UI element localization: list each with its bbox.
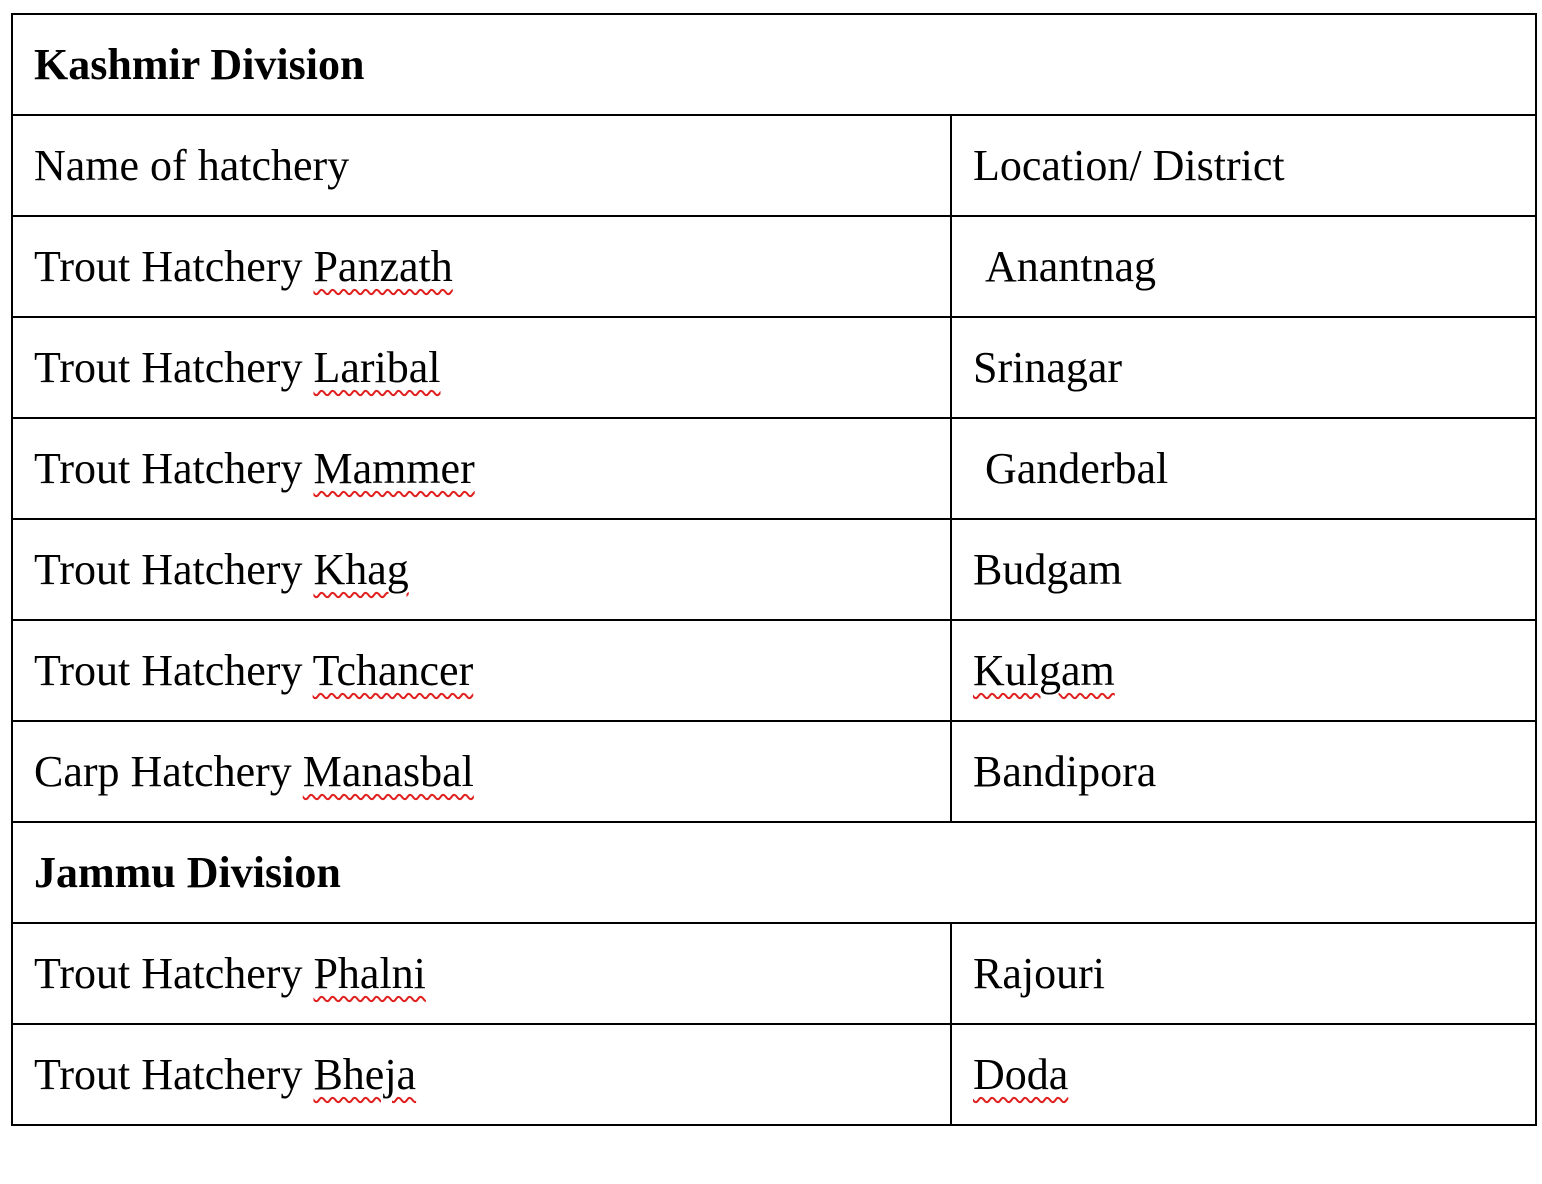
location-cell <box>951 317 1536 418</box>
hatchery-name-cell <box>12 317 951 418</box>
hatchery-place-name: Phalni <box>313 948 426 998</box>
table-row <box>12 620 1536 721</box>
header-name: Name of hatchery <box>12 115 951 216</box>
hatchery-place-name: Bheja <box>313 1049 417 1099</box>
hatchery-name-prefix: Trout Hatchery <box>34 948 314 998</box>
hatchery-place-name: Manasbal <box>302 746 474 796</box>
hatchery-name-cell <box>12 1024 951 1125</box>
hatchery-name-cell <box>12 216 951 317</box>
location-cell <box>951 418 1536 519</box>
hatchery-name-prefix: Trout Hatchery <box>34 443 314 493</box>
hatchery-place-name: Panzath <box>313 241 453 291</box>
hatchery-name-prefix: Carp Hatchery <box>34 746 303 796</box>
hatchery-name-prefix: Trout Hatchery <box>34 342 314 392</box>
hatchery-name-cell <box>12 418 951 519</box>
location-text: Anantnag <box>985 241 1157 291</box>
header-row <box>12 115 1536 216</box>
division-row-kashmir <box>12 14 1536 115</box>
table-row <box>12 519 1536 620</box>
table-row <box>12 216 1536 317</box>
hatchery-table <box>11 13 1537 1126</box>
hatchery-place-name: Tchancer <box>312 645 474 695</box>
hatchery-name-prefix: Trout Hatchery <box>34 645 313 695</box>
hatchery-place-name: Laribal <box>313 342 441 392</box>
location-text: Budgam <box>973 544 1123 594</box>
location-text: Srinagar <box>973 342 1123 392</box>
hatchery-name-cell <box>12 721 951 822</box>
table-row <box>12 317 1536 418</box>
hatchery-name-cell <box>12 519 951 620</box>
table-row <box>12 1024 1536 1125</box>
hatchery-name-cell <box>12 923 951 1024</box>
hatchery-name-cell <box>12 620 951 721</box>
division-title: Jammu Division <box>12 822 1536 923</box>
hatchery-name-prefix: Trout Hatchery <box>34 241 314 291</box>
table-row <box>12 923 1536 1024</box>
location-cell <box>951 721 1536 822</box>
location-cell <box>951 620 1536 721</box>
hatchery-name-prefix: Trout Hatchery <box>34 1049 314 1099</box>
location-text: Kulgam <box>973 645 1115 695</box>
division-title: Kashmir Division <box>12 14 1536 115</box>
location-cell <box>951 1024 1536 1125</box>
hatchery-place-name: Mammer <box>313 443 475 493</box>
table-row <box>12 721 1536 822</box>
location-cell <box>951 216 1536 317</box>
location-text: Rajouri <box>973 948 1105 998</box>
hatchery-name-prefix: Trout Hatchery <box>34 544 314 594</box>
division-row-jammu <box>12 822 1536 923</box>
hatchery-place-name: Khag <box>313 544 409 594</box>
location-text: Bandipora <box>973 746 1157 796</box>
location-cell <box>951 519 1536 620</box>
header-location: Location/ District <box>951 115 1536 216</box>
table-row <box>12 418 1536 519</box>
location-cell <box>951 923 1536 1024</box>
location-text: Doda <box>973 1049 1069 1099</box>
location-text: Ganderbal <box>985 443 1169 493</box>
